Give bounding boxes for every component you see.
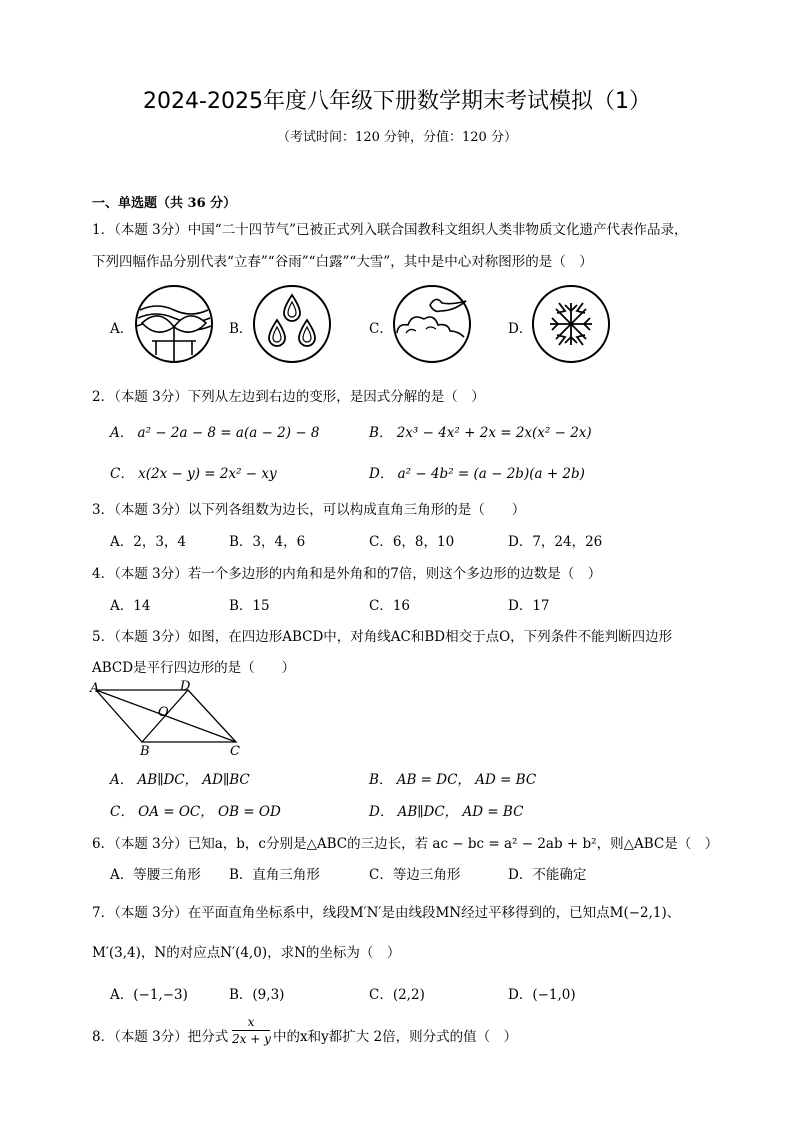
q4-option-a: A．14 xyxy=(110,598,151,614)
question-7-line2: M′(3,4)，N的对应点N′(4,0)，求N的坐标为（ ） xyxy=(92,945,401,961)
vertex-b-label: B xyxy=(140,744,150,759)
q7-option-c: C．(2,2) xyxy=(369,987,425,1003)
q1-option-a-label: A． xyxy=(110,321,134,337)
q1-option-d-label: D． xyxy=(508,321,533,337)
q2-option-a: A． a² − 2a − 8 = a(a − 2) − 8 xyxy=(110,425,320,441)
q2-option-b: B． 2x³ − 4x² + 2x = 2x(x² − 2x) xyxy=(369,425,592,441)
q6-option-a: A．等腰三角形 xyxy=(110,867,201,883)
q3-option-a: A．2，3，4 xyxy=(110,534,187,550)
fraction-denominator: 2x + y xyxy=(232,1032,271,1046)
q6-option-d: D．不能确定 xyxy=(508,867,587,883)
q6-option-b: B．直角三角形 xyxy=(229,867,320,883)
q5-option-a: A． AB∥DC， AD∥BC xyxy=(110,772,250,788)
question-3-stem: 3．（本题 3分）以下列各组数为边长，可以构成直角三角形的是（ ） xyxy=(92,502,526,518)
question-5-line2: ABCD是平行四边形的是（ ） xyxy=(92,660,296,676)
exam-info: （考试时间：120 分钟，分值：120 分） xyxy=(277,130,517,145)
vertex-d-label: D xyxy=(180,679,191,694)
question-7-line1: 7．（本题 3分）在平面直角坐标系中，线段M′N′是由线段MN经过平移得到的，已知点M(−2,1)、 xyxy=(92,905,681,921)
question-8-stem-end: 中的x和y都扩大 2倍，则分式的值（ ） xyxy=(273,1029,518,1045)
q3-option-c: C．6，8，10 xyxy=(369,534,455,550)
question-2-stem: 2．（本题 3分）下列从左边到右边的变形，是因式分解的是（ ） xyxy=(92,389,485,405)
point-o-label: O xyxy=(158,705,169,720)
q2-option-c: C． x(2x − y) = 2x² − xy xyxy=(110,466,277,482)
lichun-sprout-icon xyxy=(134,283,214,365)
vertex-c-label: C xyxy=(230,744,240,759)
q5-option-c: C． OA = OC， OB = OD xyxy=(110,804,281,820)
question-1-line2: 下列四幅作品分别代表“立春”“谷雨”“白露”“大雪”，其中是中心对称图形的是（ ） xyxy=(92,254,593,270)
q5-option-b: B． AB = DC， AD = BC xyxy=(369,772,537,788)
q1-option-b-label: B． xyxy=(229,321,253,337)
q4-option-c: C．16 xyxy=(369,598,411,614)
q4-option-d: D．17 xyxy=(508,598,550,614)
question-8-stem-start: 8．（本题 3分）把分式 xyxy=(92,1029,229,1045)
question-5-line1: 5．（本题 3分）如图，在四边形ABCD中，对角线AC和BD相交于点O，下列条件不能判断四边形 xyxy=(92,629,673,645)
fraction-numerator: x xyxy=(232,1014,270,1031)
q1-option-c-label: C． xyxy=(369,321,393,337)
q7-option-a: A．(−1,−3) xyxy=(110,987,188,1003)
section-heading: 一、单选题（共 36 分） xyxy=(92,196,237,211)
q5-option-d: D． AB∥DC， AD = BC xyxy=(369,804,524,820)
question-1-line1: 1．（本题 3分）中国“二十四节气”已被正式列入联合国教科文组织人类非物质文化遗产代表作品录， xyxy=(92,222,688,238)
q3-option-b: B．3，4，6 xyxy=(229,534,306,550)
q7-option-b: B．(9,3) xyxy=(229,987,285,1003)
q4-option-b: B．15 xyxy=(229,598,270,614)
vertex-a-label: A xyxy=(90,681,100,696)
quadrilateral-abcd-figure xyxy=(88,678,248,760)
page-title: 2024-2025年度八年级下册数学期末考试模拟（1） xyxy=(143,89,651,114)
bailu-cloud-bird-icon xyxy=(392,283,472,365)
q3-option-d: D．7，24，26 xyxy=(508,534,603,550)
fraction xyxy=(232,1014,270,1047)
question-6-stem: 6．（本题 3分）已知a，b，c分别是△ABC的三边长，若 ac − bc = a² − 2ab + b²，则△ABC是（ ） xyxy=(92,836,719,852)
q6-option-c: C．等边三角形 xyxy=(369,867,461,883)
daxue-snowflake-icon xyxy=(531,283,611,365)
guyu-raindrops-icon xyxy=(252,283,332,365)
q7-option-d: D．(−1,0) xyxy=(508,987,576,1003)
question-4-stem: 4．（本题 3分）若一个多边形的内角和是外角和的7倍，则这个多边形的边数是（ ） xyxy=(92,566,602,582)
q2-option-d: D． a² − 4b² = (a − 2b)(a + 2b) xyxy=(369,466,585,482)
